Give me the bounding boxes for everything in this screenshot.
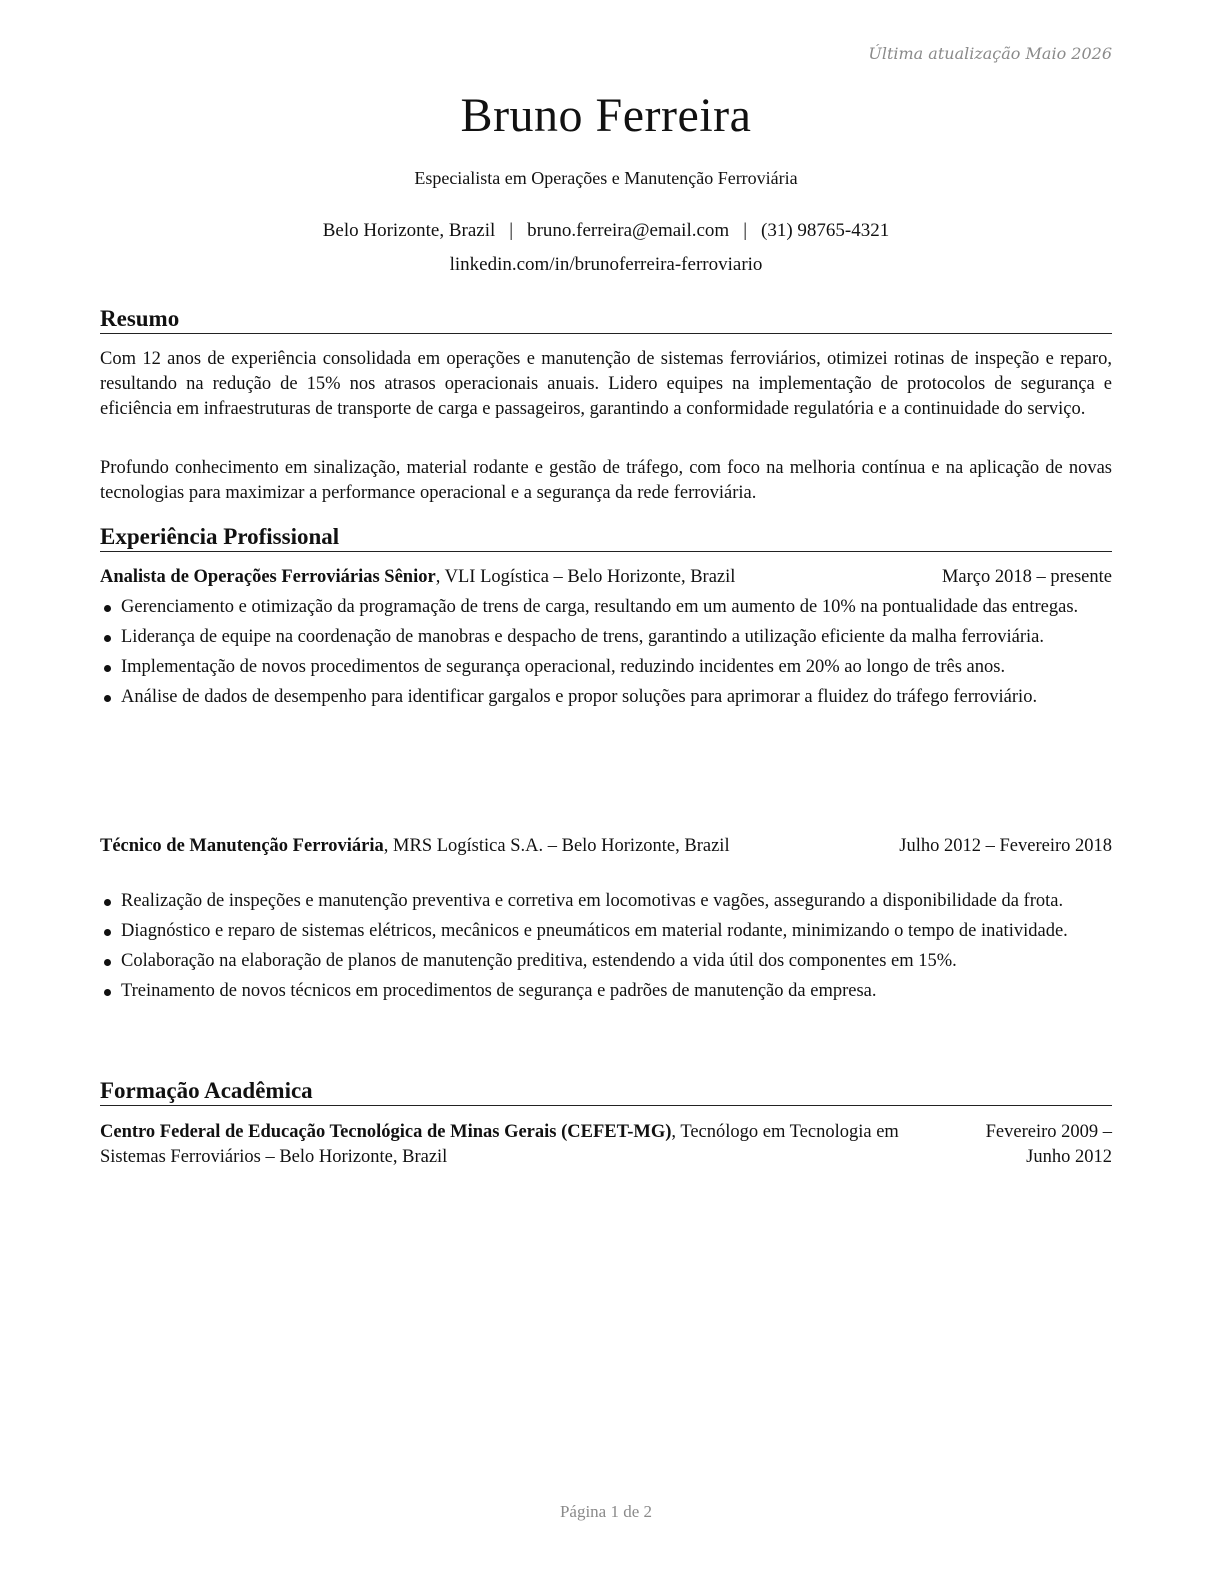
bullet-icon [104, 929, 111, 936]
job-company: , MRS Logística S.A. – Belo Horizonte, Brazil [383, 836, 730, 856]
last-updated: Última atualização Maio 2026 [868, 44, 1112, 63]
job-header [100, 565, 1112, 590]
job-company: , VLI Logística – Belo Horizonte, Brazil [435, 567, 736, 587]
list-item [100, 949, 1112, 974]
bullet-text: Colaboração na elaboração de planos de manutenção preditiva, estendendo a vida útil dos componentes em 15%. [121, 951, 957, 971]
bullet-text: Liderança de equipe na coordenação de manobras e despacho de trens, garantindo a utilização eficiente da malha ferroviária. [121, 627, 1044, 647]
job-title-line [100, 565, 735, 590]
bullet-text: Implementação de novos procedimentos de segurança operacional, reduzindo incidentes em 20% ao longo de três anos. [121, 657, 1006, 677]
section-title-education: Formação Acadêmica [100, 1077, 1112, 1106]
phone: (31) 98765-4321 [761, 220, 890, 241]
bullet-icon [104, 959, 111, 966]
summary-paragraph: Profundo conhecimento em sinalização, material rodante e gestão de tráfego, com foco na melhoria contínua e na aplicação de novas tecnologias para maximizar a performance operacional e a segurança da rede ferroviária. [100, 458, 1112, 503]
bullet-text: Realização de inspeções e manutenção preventiva e corretiva em locomotivas e vagões, assegurando a disponibilidade da frota. [121, 891, 1064, 911]
list-item [100, 889, 1112, 914]
contact-line [100, 220, 1112, 242]
job-title-line [100, 834, 730, 859]
list-item [100, 979, 1112, 1004]
linkedin-link[interactable]: linkedin.com/in/brunoferreira-ferroviario [449, 254, 763, 275]
job-header [100, 834, 1112, 859]
candidate-name: Bruno Ferreira [460, 89, 752, 142]
section-title-summary: Resumo [100, 305, 1112, 334]
headline: Especialista em Operações e Manutenção Ferroviária [414, 168, 798, 188]
bullet-icon [104, 605, 111, 612]
bullet-icon [104, 899, 111, 906]
separator: | [743, 220, 748, 241]
page-number: Página 1 de 2 [559, 1502, 653, 1521]
bullet-icon [104, 665, 111, 672]
bullet-icon [104, 989, 111, 996]
summary-paragraph: Com 12 anos de experiência consolidada em operações e manutenção de sistemas ferroviários, otimizei rotinas de inspeção e reparo, resultando na redução de 15% nos atrasos operacionais anuais. Lidero equipes na implementação de protocolos de segurança e eficiência em infraestruturas de transporte de carga e passageiros, garantindo a conformidade regulatória e a continuidade do serviço. [100, 349, 1112, 419]
job-bullets [100, 595, 1112, 715]
education-entry [100, 1120, 1112, 1170]
section-title-experience: Experiência Profissional [100, 523, 1112, 552]
bullet-icon [104, 635, 111, 642]
bullet-text: Diagnóstico e reparo de sistemas elétricos, mecânicos e pneumáticos em material rodante, minimizando o tempo de inatividade. [121, 921, 1068, 941]
education-title-line [100, 1120, 960, 1170]
education-dates: Fevereiro 2009 – Junho 2012 [985, 1122, 1112, 1167]
location: Belo Horizonte, Brazil [322, 220, 496, 241]
bullet-text: Treinamento de novos técnicos em procedimentos de segurança e padrões de manutenção da empresa. [121, 981, 877, 1001]
job-dates: Março 2018 – presente [941, 567, 1112, 587]
bullet-text: Análise de dados de desempenho para identificar gargalos e propor soluções para aprimorar a fluidez do tráfego ferroviário. [121, 687, 1038, 707]
job-role: Técnico de Manutenção Ferroviária [100, 836, 384, 856]
degree: , Tecnólogo em Tecnologia em Sistemas Ferroviários – Belo Horizonte, Brazil [100, 1122, 899, 1167]
job-dates: Julho 2012 – Fevereiro 2018 [899, 836, 1112, 856]
resume-page [100, 0, 1112, 1584]
job-role: Analista de Operações Ferroviárias Sênior [100, 567, 436, 587]
institution: Centro Federal de Educação Tecnológica de Minas Gerais (CEFET-MG) [100, 1122, 672, 1142]
separator: | [509, 220, 514, 241]
list-item [100, 625, 1112, 650]
bullet-icon [104, 695, 111, 702]
list-item [100, 685, 1112, 710]
list-item [100, 655, 1112, 680]
list-item [100, 595, 1112, 620]
list-item [100, 919, 1112, 944]
job-bullets [100, 889, 1112, 1009]
bullet-text: Gerenciamento e otimização da programação de trens de carga, resultando em um aumento de 10% na pontualidade das entregas. [121, 597, 1079, 617]
email-link[interactable]: bruno.ferreira@email.com [527, 220, 730, 241]
